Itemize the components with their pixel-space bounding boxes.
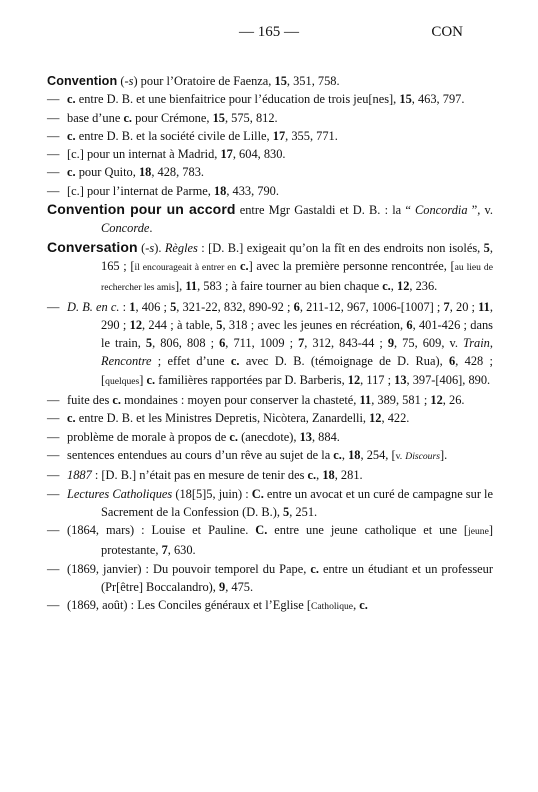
index-entry: Conversation (-s). Règles : [D. B.] exigeait qu’on la fît en des endroits non isolés, 5, 165 ; [il encourageait à entrer en c.] avec la première personne rencontrée, [au lieu de rechercher les amis], 11, 583 ; à faire tourner au bien chaque c., 12, 236. — [47, 238, 493, 294]
page-number: — 165 — — [239, 24, 299, 40]
index-entry: — c. entre D. B. et une bienfaitrice pour l’éducation de trois jeu[nes], 15, 463, 797. — [47, 92, 465, 107]
index-entry: — problème de morale à propos de c. (anecdote), 13, 884. — [47, 429, 340, 444]
index-body — [47, 72, 493, 617]
index-entry: — c. entre D. B. et la société civile de Lille, 17, 355, 771. — [47, 128, 338, 143]
index-entry: — (1869, août) : Les Conciles généraux et l’Eglise [Catholique, c. — [47, 598, 368, 613]
index-entry: — (1864, mars) : Louise et Pauline. C. entre une jeune catholique et une [jeune] protestante, 7, 630. — [47, 523, 493, 558]
index-entry: Convention pour un accord entre Mgr Gastaldi et D. B. : la “ Concordia ”, v. Concorde. — [47, 201, 494, 236]
index-entry: — 1887 : [D. B.] n’était pas en mesure de tenir des c., 18, 281. — [47, 468, 363, 483]
index-entry: — sentences entendues au cours d’un rêve au sujet de la c., 18, 254, [v. Discours]. — [47, 447, 448, 462]
index-entry: Convention (-s) pour l’Oratoire de Faenza, 15, 351, 758. — [47, 74, 340, 88]
index-entry: — [c.] pour l’internat de Parme, 18, 433, 790. — [47, 183, 279, 198]
index-entry: — Lectures Catholiques (18[5]5, juin) : C. entre un avocat et un curé de campagne sur le Sacrement de la Confession (D. B.), 5, 251. — [47, 486, 493, 519]
index-entry: — fuite des c. mondaines : moyen pour conserver la chasteté, 11, 389, 581 ; 12, 26. — [47, 393, 465, 408]
section-letters: CON — [431, 24, 463, 40]
index-entry: — [c.] pour un internat à Madrid, 17, 604, 830. — [47, 147, 286, 162]
index-entry: — c. entre D. B. et les Ministres Depretis, Nicòtera, Zanardelli, 12, 422. — [47, 411, 410, 426]
index-entry: — base d’une c. pour Crémone, 15, 575, 812. — [47, 110, 278, 125]
running-header — [0, 24, 538, 44]
index-entry: — c. pour Quito, 18, 428, 783. — [47, 165, 204, 180]
index-entry: — (1869, janvier) : Du pouvoir temporel du Pape, c. entre un étudiant et un professeur (Pr[être] Boccalandro), 9, 475. — [47, 561, 494, 595]
index-entry: — D. B. en c. : 1, 406 ; 5, 321-22, 832, 890-92 ; 6, 211-12, 967, 1006-[1007] ; 7, 20 ; 11, 290 ; 12, 244 ; à table, 5, 318 ; avec les jeunes en récréation, 6, 401-426 ; dans le train, 5, 806, 808 ; 6, 711, 1009 ; 7, 312, 843-44 ; 9, 75, 609, v. Train, Rencontre ; effet d’une c. avec D. B. (témoignage de D. Rua), 6, 428 ; [quelques] c. familières rapportées par D. Barberis, 12, 117 ; 13, 397-[406], 890. — [47, 299, 494, 387]
